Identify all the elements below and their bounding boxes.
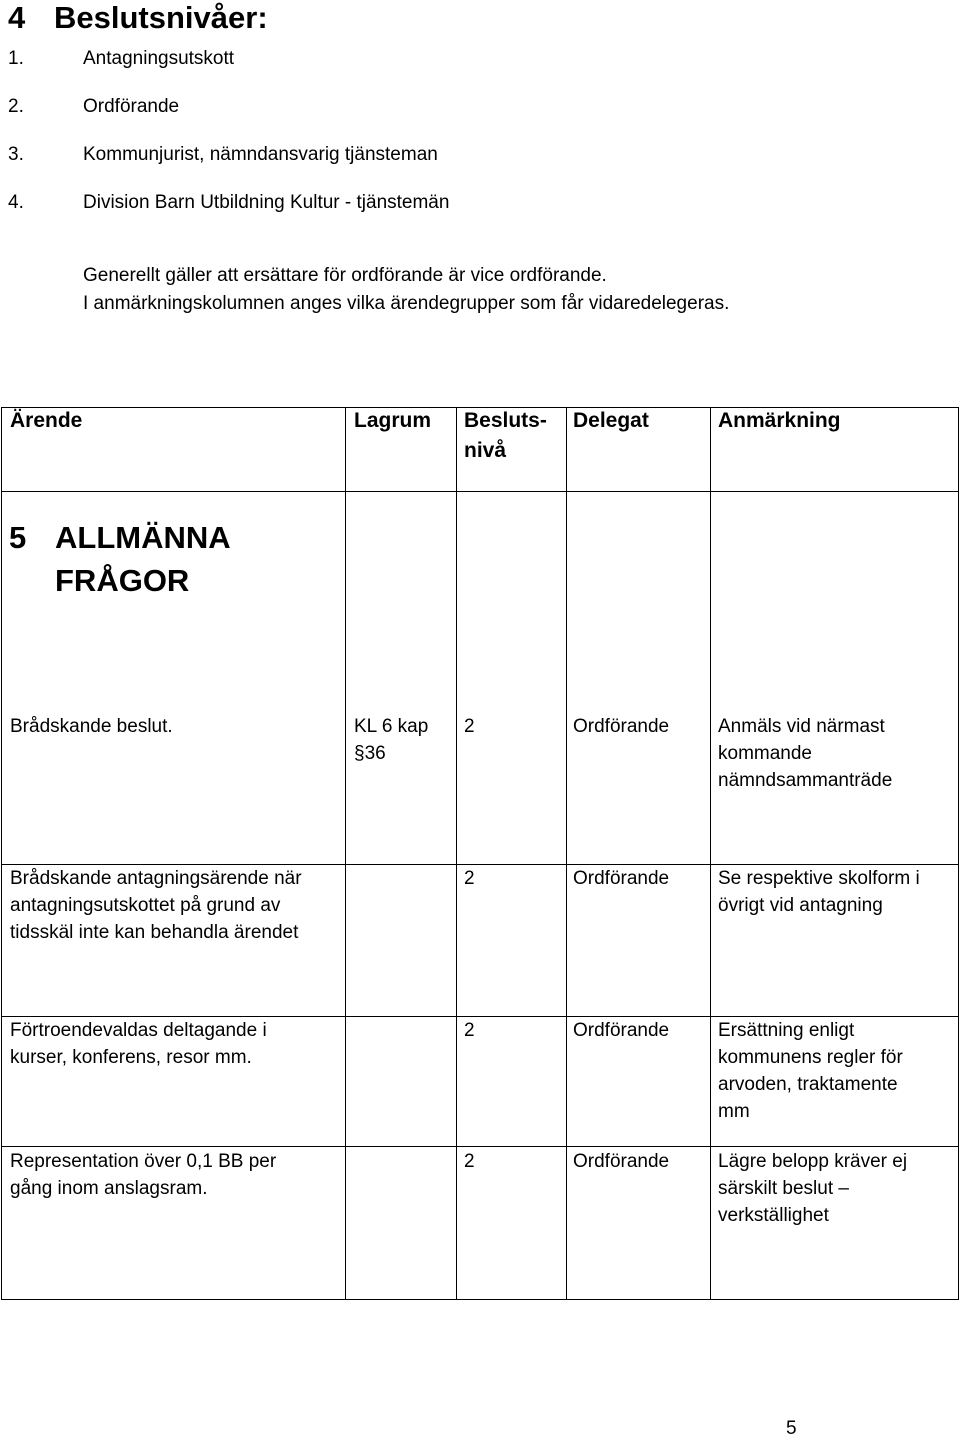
cell-line: antagningsutskottet på grund av <box>10 895 281 916</box>
cell-line: arvoden, traktamente <box>718 1074 898 1095</box>
table-row-anmarkning <box>718 713 892 794</box>
table-row-anmarkning <box>718 865 920 919</box>
cell-line: verkställighet <box>718 1205 829 1226</box>
cell-line: Anmäls vid närmast <box>718 716 885 737</box>
header-beslutsniva-line: nivå <box>464 439 507 462</box>
list-item-label: Division Barn Utbildning Kultur - tjänstemän <box>83 192 450 213</box>
cell-line: nämndsammanträde <box>718 770 893 791</box>
section-heading-title: Beslutsnivåer: <box>54 0 268 35</box>
section-heading-number: 4 <box>8 0 26 35</box>
cell-line: Se respektive skolform i <box>718 868 920 889</box>
list-item-label: Antagningsutskott <box>83 48 235 69</box>
table-row-niva: 2 <box>464 716 475 737</box>
cell-line: kurser, konferens, resor mm. <box>10 1047 252 1068</box>
list-item-label: Kommunjurist, nämndansvarig tjänsteman <box>83 144 438 165</box>
cell-line: övrigt vid antagning <box>718 895 883 916</box>
list-item-number: 3. <box>8 144 24 165</box>
list-item-number: 2. <box>8 96 24 117</box>
header-lagrum: Lagrum <box>354 409 432 432</box>
cell-line: Förtroendevaldas deltagande i <box>10 1020 267 1041</box>
delegation-table <box>1 407 959 1300</box>
column-divider <box>710 408 711 1299</box>
list-item-label: Ordförande <box>83 96 180 117</box>
header-delegat: Delegat <box>573 409 649 432</box>
table-row-niva: 2 <box>464 1020 475 1041</box>
cell-line: KL 6 kap <box>354 716 429 737</box>
header-arende: Ärende <box>10 409 83 432</box>
cell-line: gång inom anslagsram. <box>10 1178 208 1199</box>
cell-line: kommunens regler för <box>718 1047 903 1068</box>
cell-line: mm <box>718 1101 750 1122</box>
table-row-arende <box>10 865 302 946</box>
section-title-number: 5 <box>9 520 27 555</box>
section-title-line: ALLMÄNNA <box>55 520 231 555</box>
cell-line: Brådskande beslut. <box>10 716 173 737</box>
table-row-arende <box>10 1148 276 1202</box>
column-divider <box>345 408 346 1299</box>
note-line: Generellt gäller att ersättare för ordförande är vice ordförande. <box>83 265 607 286</box>
section-title-line: FRÅGOR <box>55 563 190 598</box>
list-item <box>8 44 908 92</box>
column-divider <box>566 408 567 1299</box>
table-row-delegat: Ordförande <box>573 1020 670 1041</box>
note-line: I anmärkningskolumnen anges vilka ärendegrupper som får vidaredelegeras. <box>83 293 730 314</box>
page-number: 5 <box>786 1418 797 1439</box>
table-row-arende <box>10 1017 267 1071</box>
header-beslutsniva-line: Besluts- <box>464 409 547 432</box>
cell-line: Lägre belopp kräver ej <box>718 1151 908 1172</box>
list-item <box>8 92 908 140</box>
list-item-number: 1. <box>8 48 24 69</box>
cell-line: Representation över 0,1 BB per <box>10 1151 277 1172</box>
table-row-niva: 2 <box>464 868 475 889</box>
header-anmarkning: Anmärkning <box>718 409 841 432</box>
table-row-niva: 2 <box>464 1151 475 1172</box>
list-item-number: 4. <box>8 192 24 213</box>
list-item <box>8 188 908 236</box>
row-divider <box>2 1146 958 1147</box>
header-divider <box>2 491 958 492</box>
cell-line: Ersättning enligt <box>718 1020 855 1041</box>
cell-line: särskilt beslut – <box>718 1178 849 1199</box>
section-heading <box>8 0 268 36</box>
table-row-arende <box>10 713 173 740</box>
cell-line: Brådskande antagningsärende när <box>10 868 302 889</box>
cell-line: kommande <box>718 743 812 764</box>
list-item <box>8 140 908 188</box>
column-divider <box>456 408 457 1299</box>
table-row-anmarkning <box>718 1148 907 1229</box>
cell-line: tidsskäl inte kan behandla ärendet <box>10 922 299 943</box>
table-row-lagrum <box>354 713 428 767</box>
table-row-anmarkning <box>718 1017 903 1125</box>
general-note <box>83 262 943 318</box>
cell-line: §36 <box>354 743 386 764</box>
table-row-delegat: Ordförande <box>573 1151 670 1172</box>
section-title <box>9 516 231 602</box>
decision-levels-list <box>8 44 908 236</box>
table-row-delegat: Ordförande <box>573 716 670 737</box>
table-row-delegat: Ordförande <box>573 868 670 889</box>
header-beslutsniva <box>464 406 547 466</box>
